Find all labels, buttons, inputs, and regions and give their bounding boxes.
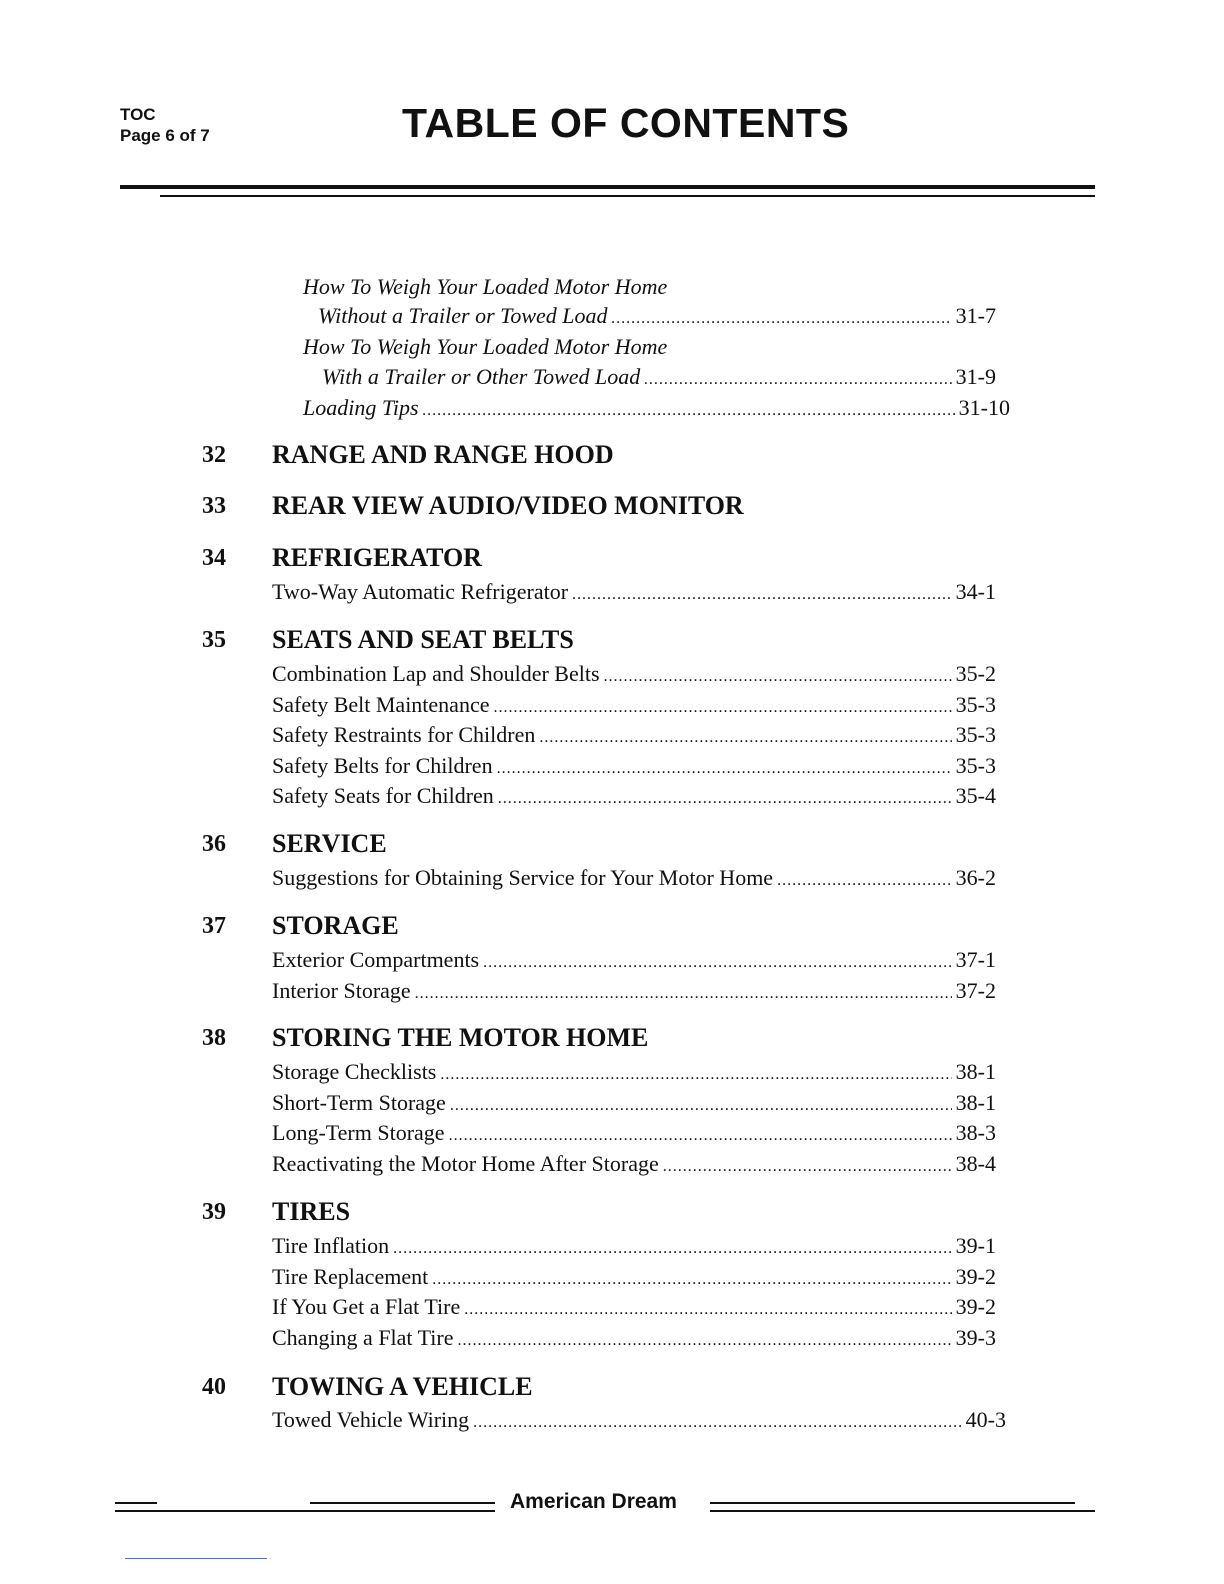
entry-label: Tire Replacement [272, 1263, 429, 1289]
entry-label: Safety Belt Maintenance [272, 691, 490, 717]
entry-page: 31-9 [955, 364, 996, 389]
dot-leader [432, 1271, 951, 1289]
dot-leader [663, 1158, 952, 1176]
dot-leader [493, 699, 951, 717]
section-title: SERVICE [272, 829, 387, 858]
entry-label: Towed Vehicle Wiring [272, 1407, 470, 1432]
italic-entry-heading: How To Weigh Your Loaded Motor Home [303, 334, 668, 359]
entry-page: 39-2 [955, 1263, 996, 1289]
entry-page: 31-7 [955, 303, 996, 328]
dot-leader [497, 760, 952, 778]
entry-label: Tire Inflation [272, 1233, 390, 1258]
toc-entry [272, 1059, 996, 1085]
dot-leader [440, 1066, 951, 1084]
entry-label: Safety Belts for Children [272, 752, 493, 778]
italic-entry-row [322, 364, 996, 390]
entry-label: Loading Tips [303, 395, 419, 420]
entry-label: Without a Trailer or Towed Load [318, 303, 608, 328]
toc-entry [272, 1120, 996, 1146]
section-number: 36 [202, 831, 226, 857]
toc-entry [272, 783, 996, 809]
dot-leader [423, 402, 955, 420]
toc-entry [272, 978, 996, 1004]
section-number: 37 [202, 913, 226, 939]
entry-label: Two-Way Automatic Refrigerator [272, 579, 569, 604]
footer-rule [115, 1510, 495, 1512]
section-number: 33 [202, 493, 226, 519]
dot-leader [612, 310, 952, 328]
toc-entry [272, 692, 996, 718]
section-title: STORING THE MOTOR HOME [272, 1023, 649, 1052]
blue-underline [125, 1558, 267, 1559]
entry-label: Long-Term Storage [272, 1120, 445, 1146]
entry-label: Storage Checklists [272, 1059, 437, 1084]
entry-page: 35-2 [955, 661, 996, 686]
entry-page: 35-3 [955, 691, 996, 717]
section-number: 35 [202, 627, 226, 653]
entry-label: Safety Restraints for Children [272, 722, 536, 748]
dot-leader [415, 985, 952, 1003]
footer-brand: American Dream [510, 1490, 677, 1513]
entry-label: Reactivating the Motor Home After Storage [272, 1150, 659, 1176]
entry-page: 38-1 [955, 1089, 996, 1115]
entry-page: 38-3 [955, 1120, 996, 1146]
entry-label: Short-Term Storage [272, 1089, 446, 1115]
entry-label: If You Get a Flat Tire [272, 1294, 461, 1320]
dot-leader [473, 1414, 962, 1432]
entry-page: 37-1 [955, 947, 996, 972]
dot-leader [393, 1240, 952, 1258]
entry-page: 40-3 [965, 1407, 1006, 1432]
page-title: TABLE OF CONTENTS [402, 100, 850, 146]
dot-leader [449, 1127, 952, 1145]
header-rule [120, 185, 1095, 189]
entry-page: 38-4 [955, 1150, 996, 1176]
section-title: SEATS AND SEAT BELTS [272, 625, 574, 654]
entry-page: 36-2 [955, 865, 996, 890]
toc-entry [272, 722, 996, 748]
entry-page: 31-10 [958, 395, 1010, 420]
footer-rule [115, 1502, 157, 1504]
entry-page: 35-4 [955, 783, 996, 809]
italic-entry-row [318, 303, 996, 329]
entry-label: With a Trailer or Other Towed Load [322, 364, 641, 389]
footer-rule [710, 1510, 1095, 1512]
toc-page-label [120, 104, 210, 146]
italic-entry-row [303, 395, 1010, 421]
entry-label: Combination Lap and Shoulder Belts [272, 661, 600, 686]
entry-page: 35-3 [955, 722, 996, 748]
section-title: STORAGE [272, 911, 399, 940]
toc-entry [272, 579, 996, 605]
italic-entry-heading: How To Weigh Your Loaded Motor Home [303, 274, 668, 299]
section-title: TIRES [272, 1197, 351, 1226]
section-title: TOWING A VEHICLE [272, 1372, 533, 1401]
dot-leader [498, 790, 952, 808]
entry-label: Changing a Flat Tire [272, 1324, 454, 1350]
footer-rule [310, 1502, 495, 1504]
toc-entry [272, 1151, 996, 1177]
section-number: 38 [202, 1025, 226, 1051]
section-number: 39 [202, 1199, 226, 1225]
toc-entry [272, 1407, 1006, 1433]
section-number: 40 [202, 1374, 226, 1400]
dot-leader [604, 668, 952, 686]
toc-entry [272, 1325, 996, 1351]
dot-leader [464, 1301, 951, 1319]
toc-entry [272, 1233, 996, 1259]
entry-page: 35-3 [955, 752, 996, 778]
toc-entry [272, 1264, 996, 1290]
entry-label: Suggestions for Obtaining Service for Your Motor Home [272, 865, 774, 890]
entry-page: 34-1 [955, 579, 996, 604]
section-title: RANGE AND RANGE HOOD [272, 440, 614, 469]
entry-page: 39-1 [955, 1233, 996, 1258]
footer-rule [710, 1502, 1075, 1504]
section-number: 32 [202, 442, 226, 468]
toc-entry [272, 947, 996, 973]
toc-label: TOC [120, 105, 156, 124]
entry-label: Safety Seats for Children [272, 783, 494, 809]
entry-page: 39-2 [955, 1294, 996, 1320]
toc-entry [272, 1294, 996, 1320]
section-number: 34 [202, 545, 226, 571]
entry-page: 37-2 [955, 977, 996, 1003]
toc-entry [272, 661, 996, 687]
toc-entry [272, 865, 996, 891]
section-title: REAR VIEW AUDIO/VIDEO MONITOR [272, 491, 744, 520]
dot-leader [572, 586, 952, 604]
header-rule-thin [160, 195, 1095, 197]
dot-leader [539, 729, 951, 747]
entry-page: 39-3 [955, 1324, 996, 1350]
dot-leader [644, 371, 951, 389]
entry-label: Exterior Compartments [272, 947, 480, 972]
dot-leader [450, 1097, 952, 1115]
dot-leader [777, 872, 952, 890]
toc-entry [272, 753, 996, 779]
dot-leader [483, 954, 952, 972]
section-title: REFRIGERATOR [272, 543, 482, 572]
entry-page: 38-1 [955, 1059, 996, 1084]
entry-label: Interior Storage [272, 977, 411, 1003]
dot-leader [458, 1332, 952, 1350]
toc-entry [272, 1090, 996, 1116]
page-number-label: Page 6 of 7 [120, 126, 210, 145]
